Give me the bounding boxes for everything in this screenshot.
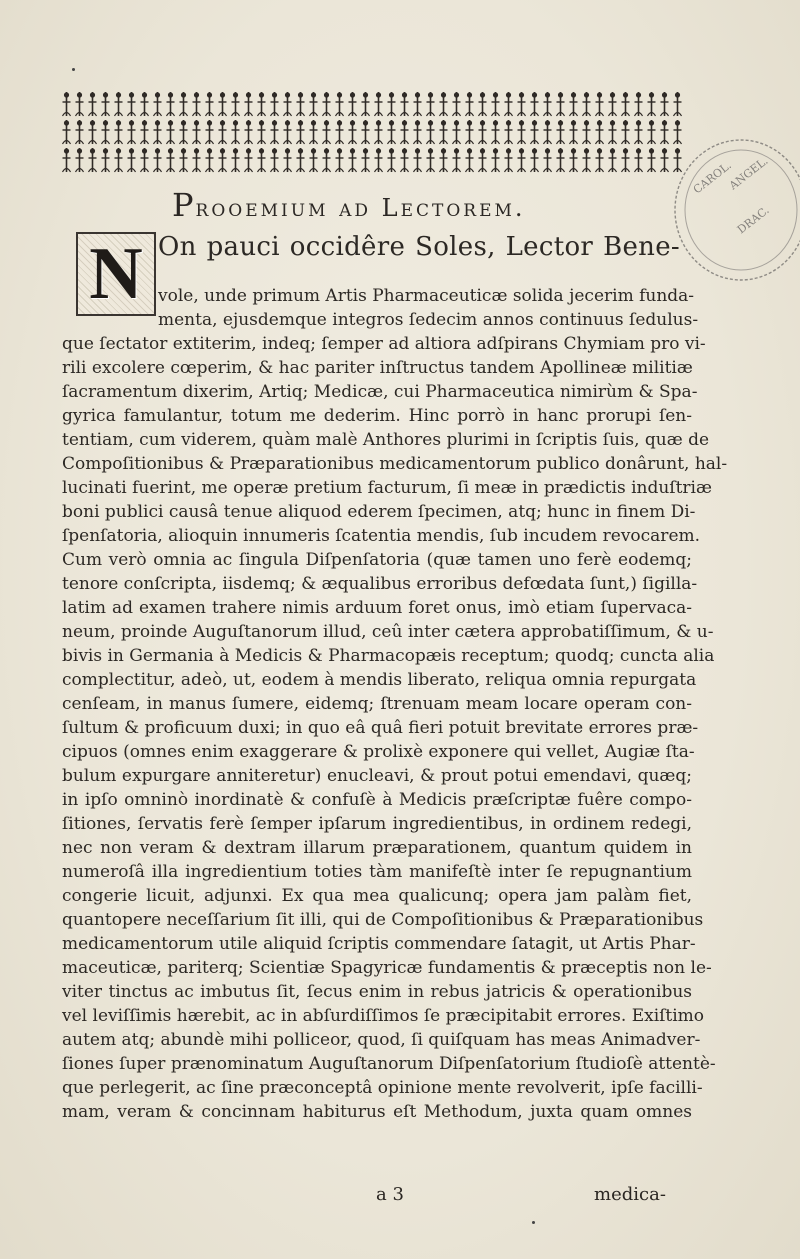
text-line: vel leviſſimis hærebit, ac in abſurdiſſimos ſe præcipitabit errores. Exiſtimo: [62, 1006, 705, 1026]
svg-text:CAROL.: CAROL.: [690, 158, 734, 197]
text-line: maceuticæ, pariterq; Scientiæ Spagyricæ fundamentis & præceptis non le-: [62, 958, 712, 978]
text-line: boni publici causâ tenue aliquod ederem ſpecimen, atq; hunc in finem Di-: [62, 502, 696, 522]
text-line: lucinati fuerint, me operæ pretium facturum, ſi meæ in prædictis induſtriæ: [62, 478, 712, 498]
text-line: ſitiones, ſervatis ferè ſemper ipſarum ingredientibus, in ordinem redegi,: [62, 814, 692, 834]
text-line: Cum verò omnia ac ſingula Diſpenſatoria (quæ tamen uno ferè eodemq;: [62, 550, 692, 570]
decorated-drop-cap: [76, 232, 156, 316]
ink-speck: [72, 68, 75, 71]
text-line: viter tinctus ac imbutus ſit, ſecus enim in rebus jatricis & operationibus: [62, 982, 692, 1002]
text-line: bulum expurgare anniteretur) enucleavi, & prout potui emendavi, quæq;: [62, 766, 692, 786]
text-line: ſiones ſuper prænominatum Auguſtanorum Diſpenſatorium ſtudioſè attentè-: [62, 1054, 716, 1074]
heading-rest: rooemium ad Lectorem.: [195, 194, 526, 222]
text-line: quantopere neceſſarium ſit illi, qui de Compoſitionibus & Præparationibus: [62, 910, 704, 930]
text-line: menta, ejusdemque integros ſedecim annos continuus ſedulus-: [158, 310, 699, 330]
text-line: numeroſâ illa ingredientium toties tàm manifeſtè inter ſe repugnantium: [62, 862, 692, 882]
svg-text:DRAC.: DRAC.: [734, 203, 772, 237]
text-line: ſacramentum dixerim, Artiq; Medicæ, cui Pharmaceutica nimirùm & Spa-: [62, 382, 698, 402]
text-line: cipuos (omnes enim exaggerare & prolixè exponere qui vellet, Augiæ ſta-: [62, 742, 695, 762]
text-line: bivis in Germania à Medicis & Pharmacopæis receptum; quodq; cuncta alia: [62, 646, 715, 666]
text-line: On pauci occidêre Soles, Lector Bene-: [158, 232, 680, 262]
catchword: medica-: [594, 1184, 666, 1205]
text-line: gyrica famulantur, totum me dederim. Hinc porrò in hanc prorupi ſen-: [62, 406, 692, 426]
text-line: ſultum & proficuum duxi; in quo eâ quâ fieri potuit brevitate errores præ-: [62, 718, 699, 738]
text-line: Compoſitionibus & Præparationibus medicamentorum publico donârunt, hal-: [62, 454, 728, 474]
text-line: complectitur, adeò, ut, eodem à mendis liberato, reliqua omnia repurgata: [62, 670, 697, 690]
text-line: in ipſo omninò inordinatè & confuſè à Medicis præſcriptæ fuêre compo-: [62, 790, 692, 810]
text-line: cenſeam, in manus ſumere, eidemq; ſtrenuam meam locare operam con-: [62, 694, 692, 714]
page-heading: [172, 186, 526, 224]
text-line: nec non veram & dextram illarum præparationem, quantum quidem in: [62, 838, 692, 858]
text-line: latim ad examen trahere nimis arduum foret onus, imò etiam ſupervaca-: [62, 598, 692, 618]
svg-text:ANGEL.: ANGEL.: [726, 154, 771, 193]
text-line: rili excolere cœperim, & hac pariter inſtructus tandem Apollineæ militiæ: [62, 358, 693, 378]
text-line: medicamentorum utile aliquid ſcriptis commendare ſatagit, ut Artis Phar-: [62, 934, 696, 954]
text-line: tenore conſcripta, iisdemq; & æqualibus erroribus defœdata ſunt,) ſigilla-: [62, 574, 698, 594]
ink-speck: [532, 1221, 535, 1224]
heading-initial: P: [172, 186, 196, 224]
text-line: tentiam, cum viderem, quàm malè Anthores plurimi in ſcriptis ſuis, quæ de: [62, 430, 710, 450]
text-line: que ſectator extiterim, indeq; ſemper ad altiora adſpirans Chymiam pro vi-: [62, 334, 706, 354]
text-line: autem atq; abundè mihi polliceor, quod, ſi quiſquam has meas Animadver-: [62, 1030, 701, 1050]
text-line: que perlegerit, ac ſine præconceptâ opinione mente revolverit, ipſe facilli-: [62, 1078, 703, 1098]
text-line: congerie licuit, adjunxi. Ex qua mea qualicunq; opera jam palàm fiet,: [62, 886, 692, 906]
text-line: vole, unde primum Artis Pharmaceuticæ solida jecerim funda-: [158, 286, 695, 306]
text-line: mam, veram & concinnam habiturus eſt Methodum, juxta quam omnes: [62, 1102, 692, 1122]
signature-mark: a 3: [376, 1184, 404, 1205]
library-stamp: [651, 130, 800, 290]
ornamental-headpiece: [60, 88, 685, 174]
text-line: neum, proinde Auguſtanorum illud, ceû inter cætera approbatiſſimum, & u-: [62, 622, 714, 642]
drop-cap-letter: N: [89, 233, 143, 315]
text-line: ſpenſatoria, alioquin innumeris ſcatentia mendis, ſub incudem revocarem.: [62, 526, 701, 546]
